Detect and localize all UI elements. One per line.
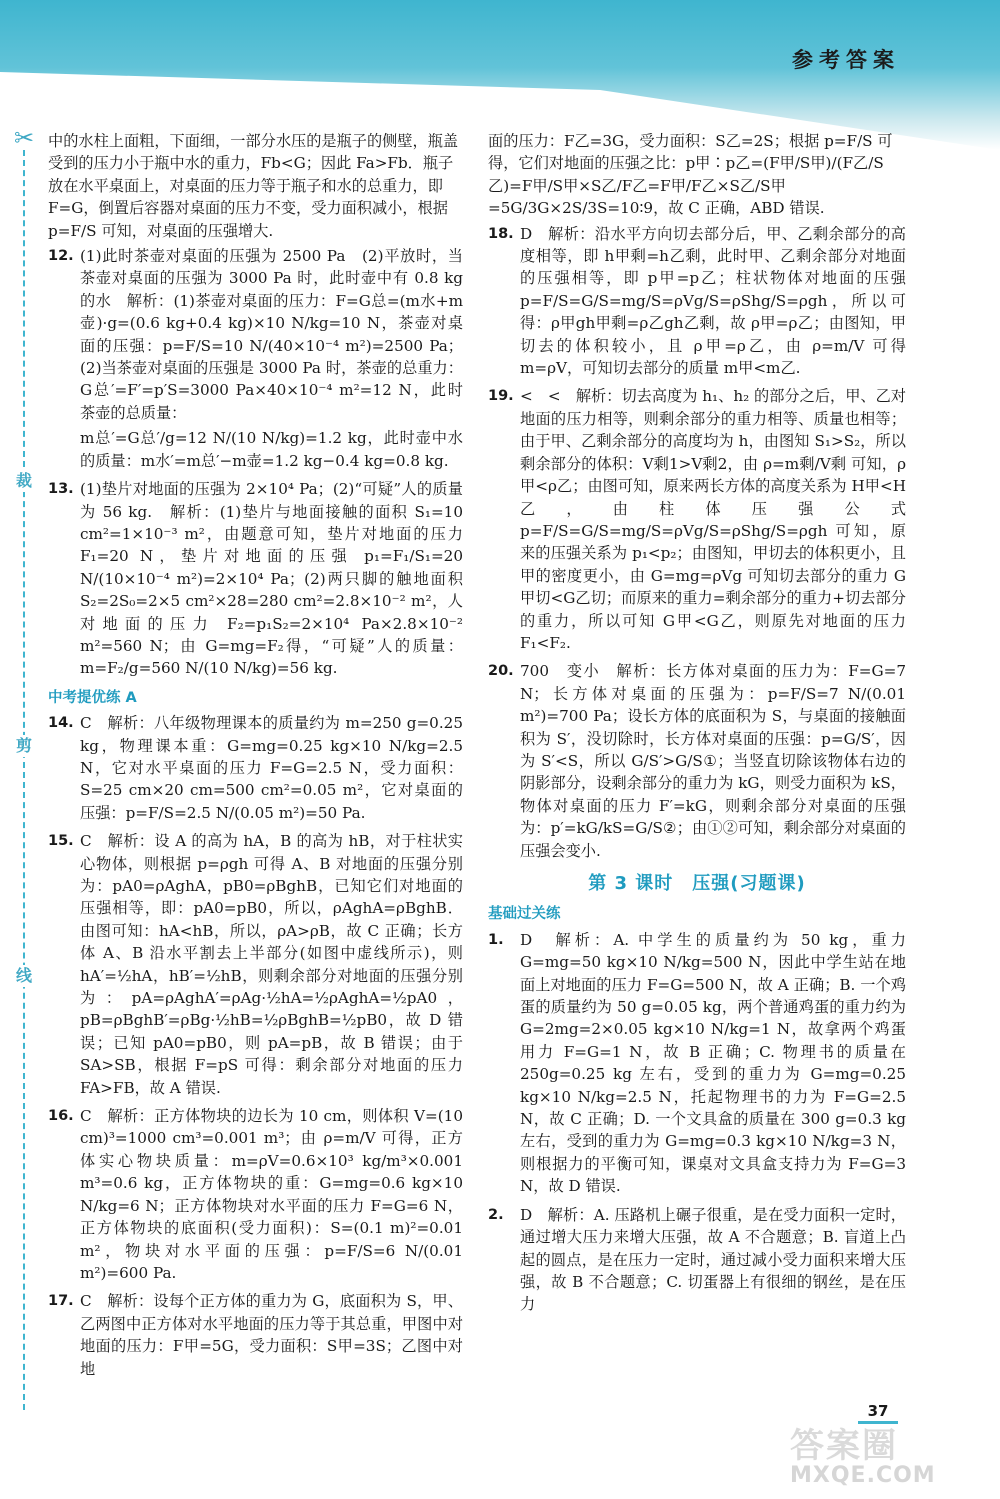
answer-paragraph: (1)此时茶壶对桌面的压强为 2500 Pa (2)平放时，当茶壶对桌面的压强为 3000 Pa 时，此时壶中有 0.8 kg 的水 解析：(1)茶壶对桌面的压力：F=G总=(m水+m壶)·g=(0.6 kg+0.4 kg)×10 N/kg=10 N，茶壶对桌面的压强：p=F/S=10 N/(40×10⁻⁴ m²)=2500 Pa；(2)当茶壶对桌面的压强是 3000 Pa 时，茶壶的总重力：G总′=F′=p′S=3000 Pa×40×10⁻⁴ m²=12 N，此时茶壶的总质量：: [80, 247, 463, 422]
answer-item: [488, 223, 906, 383]
answer-paragraph: 700 变小 解析：长方体对桌面的压力为：F=G=7 N；长方体对桌面的压强为：p=F/S=7 N/(0.01 m²)=700 Pa；设长方体的底面积为 S，与桌面的接触面积为 S′，没切除时，长方体对桌面的压强：p=G/S′，因为 S′<S，所以 G/S′>G/S①；当竖直切除该物体右边的阴影部分，设剩余部分的重力为 kG，则受力面积为 kS，物体对桌面的压力 F′=kG，则剩余部分对桌面的压强为：p′=kG/kS=G/S②；由①②可知，剩余部分对桌面的压强会变小.: [520, 662, 906, 860]
answer-body: [520, 929, 906, 1201]
answer-item: [48, 712, 463, 827]
answer-body: [520, 385, 906, 657]
header-band: [0, 0, 1000, 150]
answer-item: [488, 385, 906, 657]
answer-number: 18.: [488, 225, 514, 242]
answer-number: 20.: [488, 663, 514, 680]
answer-item: [48, 1290, 463, 1383]
answer-number: 15.: [48, 833, 74, 850]
left-continuation: 中的水柱上面粗，下面细，一部分水压的是瓶子的侧壁，瓶盖受到的压力小于瓶中水的重力，Fb<G；因此 Fa>Fb．瓶子放在水平桌面上，对桌面的压力等于瓶子和水的总重力，即 F=G，倒置后容器对桌面的压力不变，受力面积减小，根据 p=F/S 可知，对桌面的压强增大.: [48, 132, 459, 240]
answer-item: [488, 929, 906, 1201]
answer-paragraph: C 解析：正方体物块的边长为 10 cm，则体积 V=(10 cm)³=1000 cm³=0.001 m³；由 ρ=m/V 可得，正方体实心物块质量：m=ρV=0.6×10³ kg/m³×0.001 m³=0.6 kg，正方体物块的重：G=mg=0.6 kg×10 N/kg=6 N；正方体物块对水平面的压力 F=G=6 N，正方体物块的底面积(受力面积)：S=(0.1 m)²=0.01 m²，物块对水平面的压强：p=F/S=6 N/(0.01 m²)=600 Pa.: [80, 1107, 463, 1282]
answer-body: [520, 660, 906, 865]
right-column: [488, 130, 906, 1322]
header-title: 参考答案: [792, 48, 900, 72]
answer-body: [80, 830, 463, 1102]
answer-item: [48, 830, 463, 1102]
right-continuation: 面的压力：F乙=3G，受力面积：S乙=2S；根据 p=F/S 可得，它们对地面的压强之比：p甲∶p乙=(F甲/S甲)/(F乙/S乙)=F甲/S甲×S乙/F乙=F甲/F乙×S乙/S甲=5G/3G×2S/3S=10∶9，故 C 正确，ABD 错误.: [488, 132, 893, 218]
section-label: 基础过关练: [488, 906, 561, 923]
answer-item: [488, 1204, 906, 1319]
cut-line: [23, 150, 25, 1410]
answer-paragraph: D 解析：A. 中学生的质量约为 50 kg，重力 G=mg=50 kg×10 N/kg=500 N，因此中学生站在地面上对地面的压力 F=G=500 N，故 A 正确；B. 一个鸡蛋的质量约为 50 g=0.05 kg，两个普通鸡蛋的重力约为 G=2mg=2×0.05 kg×10 N/kg=1 N，故拿两个鸡蛋用力 F=G=1 N，故 B 正确；C. 物理书的质量在 250g=0.25 kg 左右，受到的重力为 G=mg=0.25 kg×10 N/kg=2.5 N，托起物理书的力为 F=G=2.5 N，故 C 正确；D. 一个文具盒的质量在 300 g=0.3 kg 左右，受到的重力为 G=mg=0.3 kg×10 N/kg=3 N，则根据力的平衡可知，课桌对文具盒支持力为 F=G=3 N，故 D 错误.: [520, 930, 906, 1196]
right-items-b: [488, 929, 906, 1319]
answer-body: [80, 245, 463, 475]
answer-body: [80, 1290, 463, 1383]
answer-body: [80, 712, 463, 827]
answer-number: 16.: [48, 1108, 74, 1125]
answer-paragraph: (1)垫片对地面的压强为 2×10⁴ Pa；(2)“可疑”人的质量为 56 kg. 解析：(1)垫片与地面接触的面积 S₁=10 cm²=1×10⁻³ m²，由题意可知，垫片对地面的压力 F₁=20 N，垫片对地面的压强 p₁=F₁/S₁=20 N/(10×10⁻⁴ m²)=2×10⁴ Pa；(2)两只脚的触地面积 S₂=2S₀=2×5 cm²×28=280 cm²=2.8×10⁻² m²，人对地面的压力 F₂=p₁S₂=2×10⁴ Pa×2.8×10⁻² m²=560 N；由 G=mg=F₂得，“可疑”人的质量：m=F₂/g=560 N/(10 N/kg)=56 kg.: [80, 480, 463, 678]
watermark: [790, 1418, 995, 1496]
answer-item: [488, 660, 906, 865]
answer-item: [48, 1105, 463, 1287]
answer-body: [80, 1105, 463, 1287]
section-label: 中考提优练 A: [48, 689, 137, 706]
answer-number: 14.: [48, 715, 74, 732]
answer-paragraph: D 解析：沿水平方向切去部分后，甲、乙剩余部分的高度相等，即 h甲剩=h乙剩，此时甲、乙剩余部分对地面的压强相等，即 p甲=p乙；柱状物体对地面的压强 p=F/S=G/S=mg/S=ρVg/S=ρShg/S=ρgh，所以可得：ρ甲gh甲剩=ρ乙gh乙剩，故 ρ甲=ρ乙；由图知，甲切去的体积较小，且 ρ甲=ρ乙，由 ρ=m/V 可得 m=ρV，可知切去部分的质量 m甲<m乙.: [520, 224, 906, 378]
answer-number: 13.: [48, 481, 74, 498]
cut-mark-cai: 裁: [12, 470, 36, 492]
answer-paragraph: C 解析：设每个正方体的重力为 G，底面积为 S，甲、乙两图中正方体对水平地面的压力等于其总重，甲图中对地面的压力：F甲=5G，受力面积：S甲=3S；乙图中对地: [80, 1292, 463, 1378]
left-items-b: [48, 712, 463, 1383]
answer-paragraph: < < 解析：切去高度为 h₁、h₂ 的部分之后，甲、乙对地面的压力相等，则剩余部分的重力相等、质量也相等；由于甲、乙剩余部分的高度均为 h，由图知 S₁>S₂，所以剩余部分的体积：V剩1>V剩2，由 ρ=m剩/V剩 可知，ρ甲<ρ乙；由图可知，原来两长方体的高度关系为 H甲<H乙，由柱体压强公式 p=F/S=G/S=mg/S=ρVg/S=ρShg/S=ρgh 可知，原来的压强关系为 p₁<p₂；由图知，甲切去的体积更小，且甲的密度更小，由 G=mg=ρVg 可知切去部分的重力 G甲切<G乙切；而原来的重力=剩余部分的重力+切去部分的重力，所以可知 G甲<G乙，则原先对地面的压力 F₁<F₂.: [520, 387, 906, 652]
answer-number: 12.: [48, 248, 74, 265]
answer-number: 2.: [488, 1206, 504, 1223]
watermark-domain: MXQE.COM: [790, 1463, 936, 1488]
answer-paragraph: D 解析：A. 压路机上碾子很重，是在受力面积一定时，通过增大压力来增大压强，故 A 不合题意；B. 盲道上凸起的圆点，是在压力一定时，通过减小受力面积来增大压强，故 B 不合题意；C. 切蛋器上有很细的钢丝，是在压力: [520, 1205, 906, 1314]
answer-body: [520, 223, 906, 383]
answer-number: 1.: [488, 931, 504, 948]
lesson-heading: 第 3 课时 压强(习题课): [588, 873, 806, 894]
answer-body: [80, 478, 463, 683]
left-items-a: [48, 245, 463, 683]
answer-item: [48, 478, 463, 683]
cut-mark-xian: 线: [12, 965, 36, 987]
answer-number: 19.: [488, 388, 514, 405]
watermark-mark: 答案圈: [790, 1426, 898, 1466]
answer-paragraph: C 解析：设 A 的高为 hA，B 的高为 hB，对于柱状实心物体，则根据 p=ρgh 可得 A、B 对地面的压强分别为：pA0=ρAghA，pB0=ρBghB，已知它们对地面的压强相等，即：pA0=pB0，所以，ρAghA=ρBghB．由图可知：hA<hB，所以，ρA>ρB，故 C 正确；长方体 A、B 沿水平割去上半部分(如图中虚线所示)，则 hA′=½hA，hB′=½hB，则剩余部分对地面的压强分别为：pA=ρAghA′=ρAg·½hA=½ρAghA=½pA0，pB=ρBghB′=ρBg·½hB=½ρBghB=½pB0，故 D 错误；已知 pA0=pB0，则 pA=pB，故 B 错误；由于 SA>SB，根据 F=pS 可得：剩余部分对地面的压力 FA>FB，故 A 错误.: [80, 832, 463, 1097]
answer-body: [520, 1204, 906, 1319]
left-column: [48, 130, 463, 1386]
page-number: 37: [858, 1398, 898, 1424]
answer-paragraph: m总′=G总′/g=12 N/(10 N/kg)=1.2 kg，此时壶中水的质量：m水′=m总′−m壶=1.2 kg−0.4 kg=0.8 kg.: [80, 429, 463, 470]
scissors-icon: ✂: [13, 124, 35, 152]
answer-number: 17.: [48, 1293, 74, 1310]
answer-paragraph: C 解析：八年级物理课本的质量约为 m=250 g=0.25 kg，物理课本重：G=mg=0.25 kg×10 N/kg=2.5 N，它对水平桌面的压力 F=G=2.5 N，受力面积：S=25 cm×20 cm=500 cm²=0.05 m²，它对桌面的压强：p=F/S=2.5 N/(0.05 m²)=50 Pa.: [80, 714, 463, 822]
answer-item: [48, 245, 463, 475]
cut-mark-jian: 剪: [12, 735, 36, 757]
right-items-a: [488, 223, 906, 865]
